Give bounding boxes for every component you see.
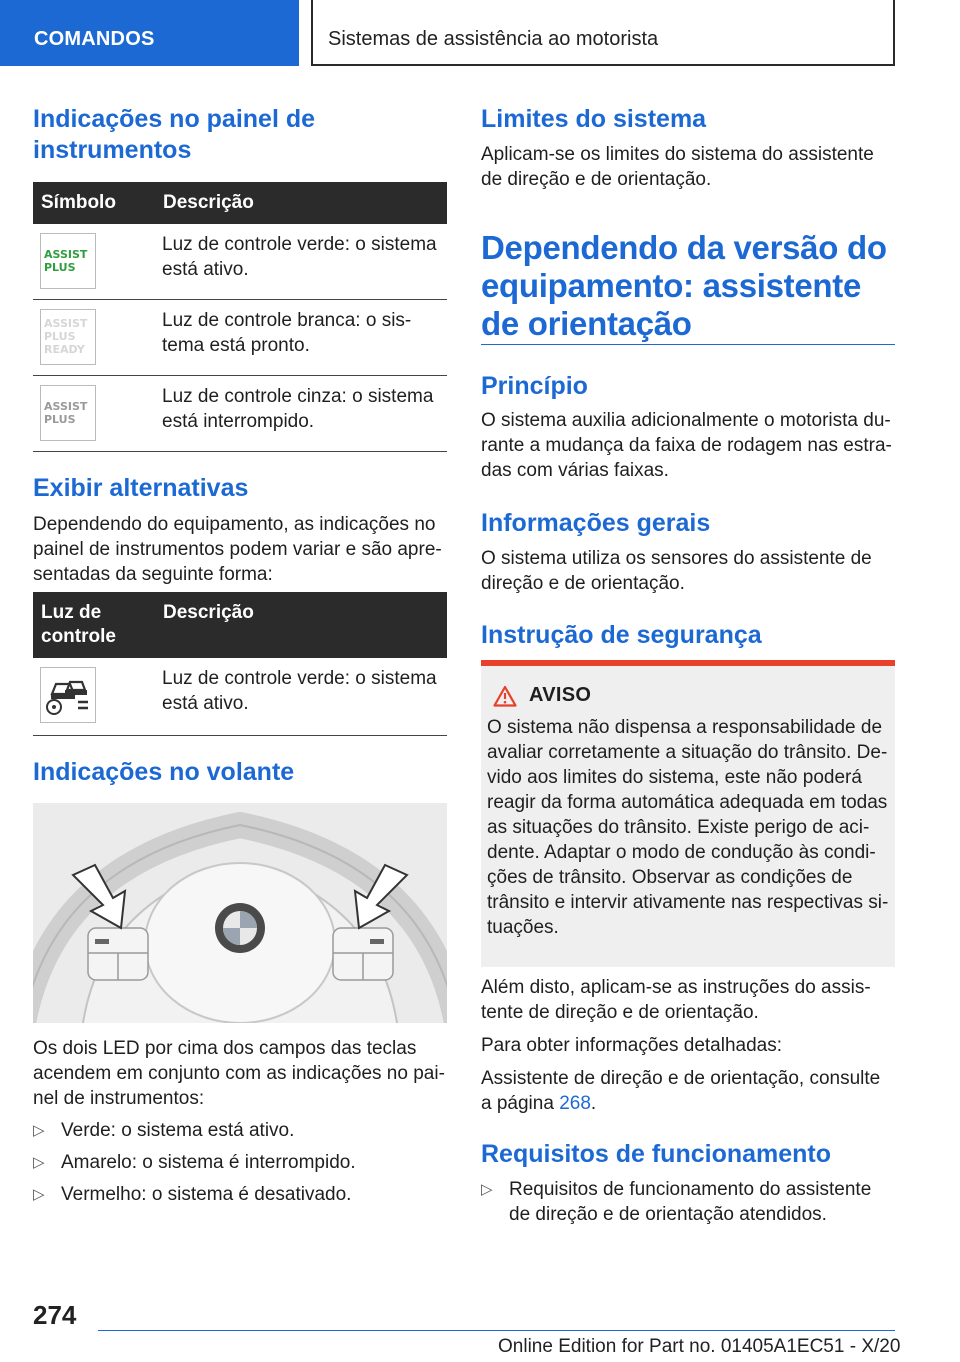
table-header-row [33, 182, 447, 224]
warning-triangle-icon [493, 685, 517, 707]
heading-rule [481, 344, 895, 345]
list-item: ▷ Requisitos de funcionamento do assistente de direção e de orientação atendidos. [481, 1179, 872, 1225]
list-item: ▷ Vermelho: o sistema é desativado. [33, 1184, 352, 1205]
heading-principle: Princípio [481, 372, 588, 400]
page-number: 274 [33, 1300, 77, 1330]
control-light-table-wrap [33, 592, 447, 736]
triangle-bullet-icon: ▷ [33, 1186, 45, 1203]
list-item: ▷ Amarelo: o sistema é interrompido. [33, 1152, 356, 1173]
steering-wheel-text: Os dois LED por cima dos campos das teclas acendem em conjunto com as indicações no painel de instrumentos: [33, 1038, 445, 1109]
triangle-bullet-icon: ▷ [33, 1154, 45, 1171]
additional-instructions-text: Além disto, aplicam-se as instruções do assistente de direção e de orientação. [481, 977, 871, 1023]
alternatives-text: Dependendo do equipamento, as indicações no painel de instrumentos podem variar e são apresentadas da seguinte forma: [33, 514, 442, 585]
section-tab [0, 0, 299, 66]
symbol-table-wrap [33, 182, 447, 452]
led-status-list [33, 1118, 447, 1214]
heading-guidance-assistant: Dependendo da versão do equipamento: assistente de orientação [481, 229, 887, 342]
warning-text: O sistema não dispensa a responsabilidade de avaliar corretamente a situação do trânsito. Devido aos limites do sistema, este não poderá reagir da forma automática adequada em todas as situações do trânsito. Existe perigo de acidente. Adaptar o modo de condução às condições de trânsito. Observar as condições de trânsito e intervir ativamente nas respectivas situações. [487, 717, 889, 938]
page-reference: Assistente de direção e de orientação, consulte a página 268. [481, 1068, 881, 1114]
triangle-bullet-icon: ▷ [33, 1122, 45, 1139]
table-cell-description: Luz de controle cinza: o sistema está interrompido. [155, 375, 447, 451]
heading-general-info: Informações gerais [481, 509, 711, 537]
control-light-table [33, 592, 447, 736]
col-header-control-light: Luz de controle [33, 592, 155, 658]
chapter-header [311, 0, 895, 66]
table-cell-description: Luz de controle verde: o sistema está ativo. [155, 658, 447, 735]
col-header-description: Descrição [155, 592, 447, 658]
lane-assist-icon [40, 667, 96, 723]
assist-plus-green-icon: ASSIST PLUS [40, 233, 96, 289]
edition-label: Online Edition for Part no. 01405A1EC51 - X/20 [498, 1336, 901, 1357]
principle-text: O sistema auxilia adicionalmente o motorista durante a mudança da faixa de rodagem nas estradas com várias faixas. [481, 410, 892, 481]
heading-system-limits: Limites do sistema [481, 105, 707, 133]
section-label: COMANDOS [34, 28, 155, 50]
heading-requirements: Requisitos de funcionamento [481, 1140, 832, 1168]
table-header-row [33, 592, 447, 658]
chapter-title: Sistemas de assistência ao motorista [328, 28, 659, 50]
warning-title: AVISO [493, 684, 889, 707]
list-item: ▷ Verde: o sistema está ativo. [33, 1120, 295, 1141]
warning-box [481, 660, 895, 967]
system-limits-text: Aplicam-se os limites do sistema do assistente de direção e de orientação. [481, 144, 874, 190]
table-row [33, 224, 447, 299]
steering-wheel-illustration [33, 803, 447, 1023]
table-row [33, 658, 447, 735]
col-header-symbol: Símbolo [33, 182, 155, 224]
table-row [33, 375, 447, 451]
table-row [33, 299, 447, 375]
table-cell-description: Luz de controle verde: o sistema está ativo. [155, 224, 447, 299]
general-info-text: O sistema utiliza os sensores do assistente de direção e de orientação. [481, 548, 872, 594]
footer-rule [98, 1330, 895, 1331]
heading-alternatives: Exibir alternativas [33, 474, 249, 502]
requirements-list [481, 1177, 895, 1234]
heading-safety: Instrução de segurança [481, 621, 762, 649]
heading-panel-indications: Indicações no painel de instrumentos [33, 105, 316, 164]
heading-steering-wheel: Indicações no volante [33, 758, 295, 786]
col-header-description: Descrição [155, 182, 447, 224]
assist-plus-grey-icon: ASSIST PLUS [40, 385, 96, 441]
assist-plus-ready-white-icon: ASSIST PLUS READY [40, 309, 96, 365]
table-cell-description: Luz de controle branca: o sistema está pronto. [155, 299, 447, 375]
page-link[interactable]: 268 [559, 1093, 591, 1114]
details-text: Para obter informações detalhadas: [481, 1035, 783, 1056]
symbol-table [33, 182, 447, 452]
triangle-bullet-icon: ▷ [481, 1181, 493, 1198]
